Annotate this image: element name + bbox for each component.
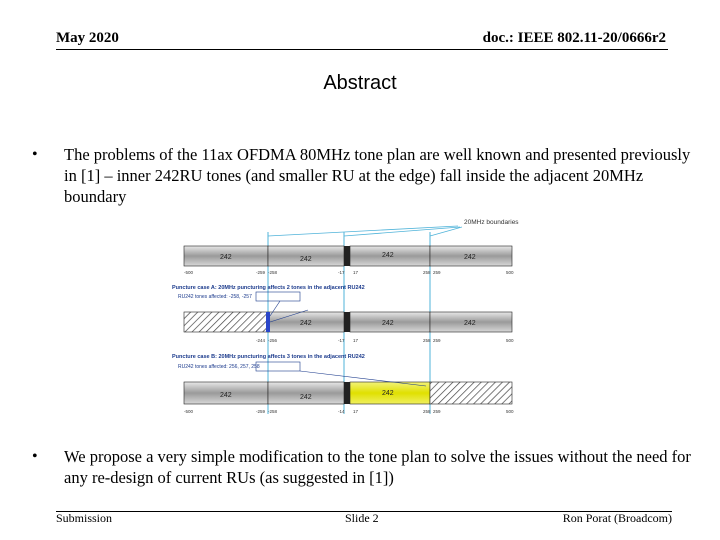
svg-text:242: 242 [220, 392, 232, 399]
svg-text:17: 17 [353, 338, 359, 343]
svg-text:242: 242 [464, 320, 476, 327]
row-3-ticks [184, 409, 514, 414]
svg-text:-17: -17 [338, 338, 345, 343]
boundaries-label: 20MHz boundaries [464, 219, 519, 226]
footer-slide-number: Slide 2 [345, 511, 379, 525]
svg-text:242: 242 [300, 394, 312, 401]
svg-text:-259: -259 [256, 409, 266, 414]
svg-text:-17: -17 [338, 270, 345, 275]
bullet-marker-2: • [32, 448, 38, 465]
footer-author: Ron Porat (Broadcom) [562, 511, 672, 525]
svg-text:17: 17 [353, 409, 359, 414]
svg-text:-244: -244 [256, 338, 266, 343]
svg-text:259: 259 [433, 338, 441, 343]
svg-text:242: 242 [300, 320, 312, 327]
svg-text:-258: -258 [268, 409, 278, 414]
svg-text:-500: -500 [184, 270, 194, 275]
slide-title: Abstract [323, 72, 397, 94]
case-a-bullet: RU242 tones affected: -258, -257 [178, 294, 252, 300]
svg-text:242: 242 [382, 252, 394, 259]
svg-text:242: 242 [220, 254, 232, 261]
svg-text:242: 242 [300, 256, 312, 263]
svg-text:-259: -259 [256, 270, 266, 275]
bullet-text-1: The problems of the 11ax OFDMA 80MHz tone plan are well known and presented previously in [1] – inner 242RU tones (and smaller RU at the edge) fall inside the adjacent 20MHz boundary [64, 145, 691, 206]
svg-text:500: 500 [506, 409, 514, 414]
header-date: May 2020 [56, 30, 119, 46]
svg-text:258: 258 [423, 338, 431, 343]
svg-text:242: 242 [382, 320, 394, 327]
tone-plan-figure [168, 214, 530, 424]
row-1-ticks [184, 270, 514, 275]
ru-row-2 [184, 312, 512, 332]
header-doc-id: doc.: IEEE 802.11-20/0666r2 [482, 30, 666, 46]
svg-text:258: 258 [423, 270, 431, 275]
svg-text:242: 242 [382, 390, 394, 397]
bullet-marker-1: • [32, 146, 38, 163]
svg-text:500: 500 [506, 338, 514, 343]
svg-text:-500: -500 [184, 409, 194, 414]
svg-text:258: 258 [423, 409, 431, 414]
svg-text:259: 259 [433, 409, 441, 414]
svg-text:-258: -258 [268, 270, 278, 275]
svg-text:500: 500 [506, 270, 514, 275]
case-b-title: Puncture case B: 20MHz puncturing affects 3 tones in the adjacent RU242 [172, 354, 365, 360]
ru-row-1 [184, 246, 512, 266]
svg-text:242: 242 [464, 254, 476, 261]
svg-text:259: 259 [433, 270, 441, 275]
svg-text:-256: -256 [268, 338, 278, 343]
bullet-text-2: We propose a very simple modification to the tone plan to solve the issues without the need for any re-design of current RUs (as suggested in [1]) [64, 447, 691, 487]
svg-text:17: 17 [353, 270, 359, 275]
svg-text:-14: -14 [338, 409, 345, 414]
case-a-title: Puncture case A: 20MHz puncturing affects 2 tones in the adjacent RU242 [172, 285, 365, 291]
header-rule [56, 49, 668, 50]
footer-submission: Submission [56, 511, 113, 525]
case-b-bullet: RU242 tones affected: 256, 257, 258 [178, 364, 260, 370]
row-2-ticks [256, 338, 514, 343]
ru-row-3 [184, 382, 512, 404]
